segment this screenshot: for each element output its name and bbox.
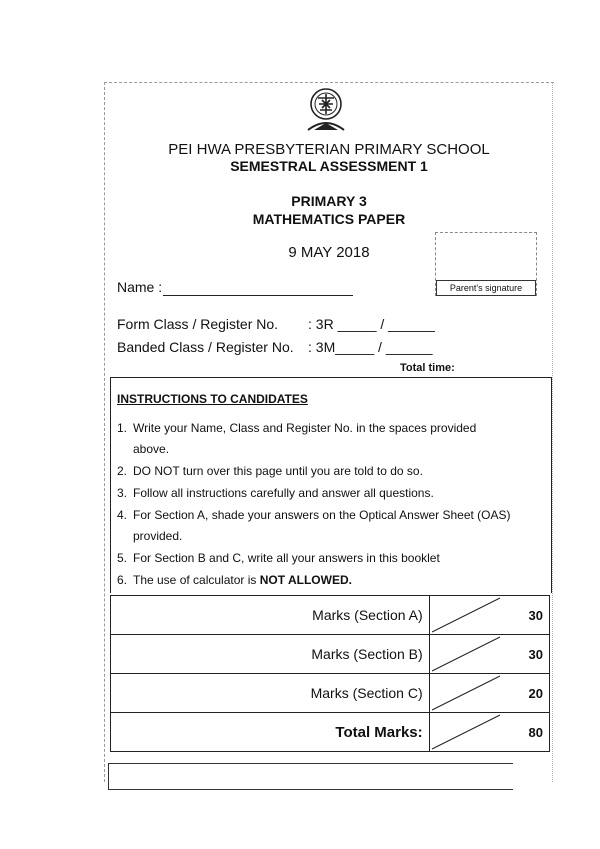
footer-border-top (108, 763, 513, 764)
instruction-item: 6. The use of calculator is NOT ALLOWED. (117, 573, 352, 587)
instruction-item: 2. DO NOT turn over this page until you are told to do so. (117, 464, 423, 478)
assessment-title: SEMESTRAL ASSESSMENT 1 (230, 158, 428, 174)
marks-max: 30 (502, 596, 550, 635)
instruction-item: 5. For Section B and C, write all your answers in this booklet (117, 551, 440, 565)
page-border-top (104, 82, 554, 83)
marks-label: Marks (Section C) (111, 674, 430, 713)
exam-date: 9 MAY 2018 (288, 244, 370, 261)
footer-border-bottom (108, 789, 513, 790)
page-border-left (104, 82, 105, 782)
form-class-label: Form Class / Register No. (117, 316, 279, 332)
marks-row-section-c (111, 674, 550, 713)
name-field[interactable] (163, 295, 353, 296)
marks-score-field[interactable] (429, 635, 502, 674)
marks-score-field[interactable] (429, 596, 502, 635)
total-marks-max: 80 (502, 713, 550, 752)
total-score-field[interactable] (429, 713, 502, 752)
banded-class-label: Banded Class / Register No. (117, 339, 294, 355)
subject-title: MATHEMATICS PAPER (252, 211, 406, 227)
marks-row-section-a (111, 596, 550, 635)
school-crest-logo (304, 86, 348, 134)
name-label: Name : (117, 279, 163, 295)
total-time-label: Total time: (400, 362, 455, 374)
marks-label: Marks (Section B) (111, 635, 430, 674)
instruction-item: 1. Write your Name, Class and Register No. in the spaces provided above. (117, 421, 477, 456)
marks-max: 30 (502, 635, 550, 674)
total-marks-label: Total Marks: (111, 713, 430, 752)
page-border-right (552, 82, 553, 782)
footer-border-side (108, 763, 109, 789)
marks-max: 20 (502, 674, 550, 713)
marks-table (110, 595, 550, 752)
marks-score-field[interactable] (429, 674, 502, 713)
marks-row-total (111, 713, 550, 752)
signature-label: Parent's signature (436, 280, 536, 296)
marks-row-section-b (111, 635, 550, 674)
banded-class-field[interactable]: : 3M_____ / ______ (308, 339, 433, 355)
marks-label: Marks (Section A) (111, 596, 430, 635)
level-title: PRIMARY 3 (291, 193, 367, 209)
instruction-item: 3. Follow all instructions carefully and answer all questions. (117, 486, 434, 500)
instructions-title: INSTRUCTIONS TO CANDIDATES (117, 392, 308, 406)
form-class-field[interactable]: : 3R _____ / ______ (308, 316, 435, 332)
school-name: PEI HWA PRESBYTERIAN PRIMARY SCHOOL (168, 141, 490, 158)
instruction-item: 4. For Section A, shade your answers on the Optical Answer Sheet (OAS) provided. (117, 508, 511, 543)
